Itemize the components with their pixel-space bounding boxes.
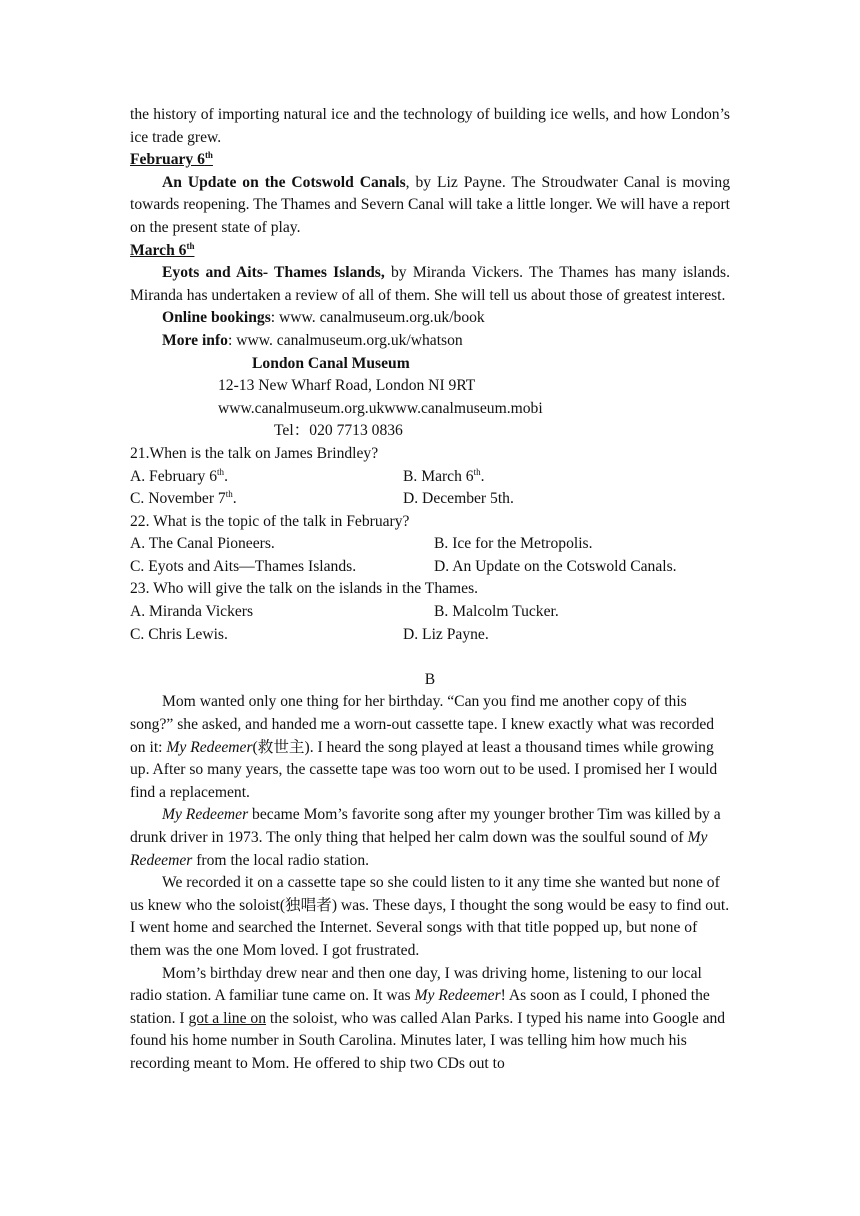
document-content bbox=[130, 104, 730, 1076]
question-21-options-row-1 bbox=[130, 466, 730, 489]
question-22-options-row-1 bbox=[130, 533, 730, 556]
intro-paragraph: the history of importing natural ice and the technology of building ice wells, and how London’s ice trade grew. bbox=[130, 106, 730, 146]
museum-name: London Canal Museum bbox=[252, 354, 410, 372]
option-d: D. December 5th. bbox=[403, 490, 514, 508]
spacer bbox=[130, 646, 730, 669]
question-23-options-row-1 bbox=[130, 601, 730, 624]
question-23-options-row-2 bbox=[130, 624, 730, 647]
option-c: C. November 7th. bbox=[130, 488, 237, 508]
talk-date-march: March 6th bbox=[130, 240, 195, 259]
story-paragraph-4: Mom’s birthday drew near and then one day, I was driving home, listening to our local radio station. A familiar tune came on. It was My Redeemer! As soon as I could, I phoned the station. I got a line on the soloist, who was called Alan Parks. I typed his name into Google and found his home number in South Carolina. Minutes later, I was telling him how much his recording meant to Mom. He offered to ship two CDs out to bbox=[130, 964, 726, 1072]
question-23-stem: 23. Who will give the talk on the islands in the Thames. bbox=[130, 580, 479, 598]
museum-telephone: Tel：020 7713 0836 bbox=[274, 422, 403, 440]
museum-address: 12-13 New Wharf Road, London NI 9RT bbox=[218, 377, 476, 395]
story-paragraph-1: Mom wanted only one thing for her birthday. “Can you find me another copy of this song?” she asked, and handed me a worn-out cassette tape. I knew exactly what was recorded on it: My Redeemer(救世主). I heard the song played at least a thousand times while growing up. After so many years, the cassette tape was too worn out to be used. I promised her I would find a replacement. bbox=[130, 693, 718, 801]
talk-march-description: Eyots and Aits- Thames Islands, by Miranda Vickers. The Thames has many islands. Miranda has undertaken a review of all of them. She will tell us about those of greatest interest. bbox=[130, 264, 730, 304]
option-b: B. Ice for the Metropolis. bbox=[434, 535, 593, 553]
story-paragraph-3: We recorded it on a cassette tape so she could listen to it any time she wanted but none of us knew who the soloist(独唱者) was. These days, I thought the song would be easy to find out. I went home and searched the Internet. Several songs with that title popped up, but none of them was the one Mom loved. I got frustrated. bbox=[130, 874, 730, 959]
question-22-options-row-2 bbox=[130, 556, 730, 579]
talk-date-february: February 6th bbox=[130, 150, 213, 169]
underlined-phrase: got a line on bbox=[188, 1009, 267, 1027]
option-c: C. Chris Lewis. bbox=[130, 625, 228, 643]
story-paragraph-2: My Redeemer became Mom’s favorite song after my younger brother Tim was killed by a drunk driver in 1973. The only thing that helped her calm down was the soulful sound of My Redeemer from the local radio station. bbox=[130, 806, 721, 869]
talk-february-description: An Update on the Cotswold Canals, by Liz Payne. The Stroudwater Canal is moving towards reopening. The Thames and Severn Canal will take a little longer. We will have a report on the present state of play. bbox=[130, 173, 730, 236]
online-bookings-line: Online bookings: www. canalmuseum.org.uk/book bbox=[162, 309, 485, 327]
question-22-stem: 22. What is the topic of the talk in February? bbox=[130, 512, 410, 530]
option-d: D. Liz Payne. bbox=[403, 625, 489, 643]
question-21-stem: 21.When is the talk on James Brindley? bbox=[130, 444, 379, 462]
talk-title: An Update on the Cotswold Canals bbox=[162, 173, 406, 191]
section-b-heading: B bbox=[424, 670, 436, 688]
option-a: A. February 6th. bbox=[130, 466, 228, 485]
option-a: A. Miranda Vickers bbox=[130, 603, 254, 621]
museum-websites: www.canalmuseum.org.ukwww.canalmuseum.mobi bbox=[218, 399, 543, 417]
option-b: B. Malcolm Tucker. bbox=[434, 603, 559, 621]
option-d: D. An Update on the Cotswold Canals. bbox=[434, 557, 677, 575]
question-21-options-row-2 bbox=[130, 488, 730, 511]
talk-title: Eyots and Aits- Thames Islands, bbox=[162, 264, 385, 282]
more-info-line: More info: www. canalmuseum.org.uk/whatson bbox=[162, 331, 463, 349]
option-a: A. The Canal Pioneers. bbox=[130, 535, 275, 553]
option-b: B. March 6th. bbox=[403, 466, 485, 485]
option-c: C. Eyots and Aits—Thames Islands. bbox=[130, 557, 357, 575]
